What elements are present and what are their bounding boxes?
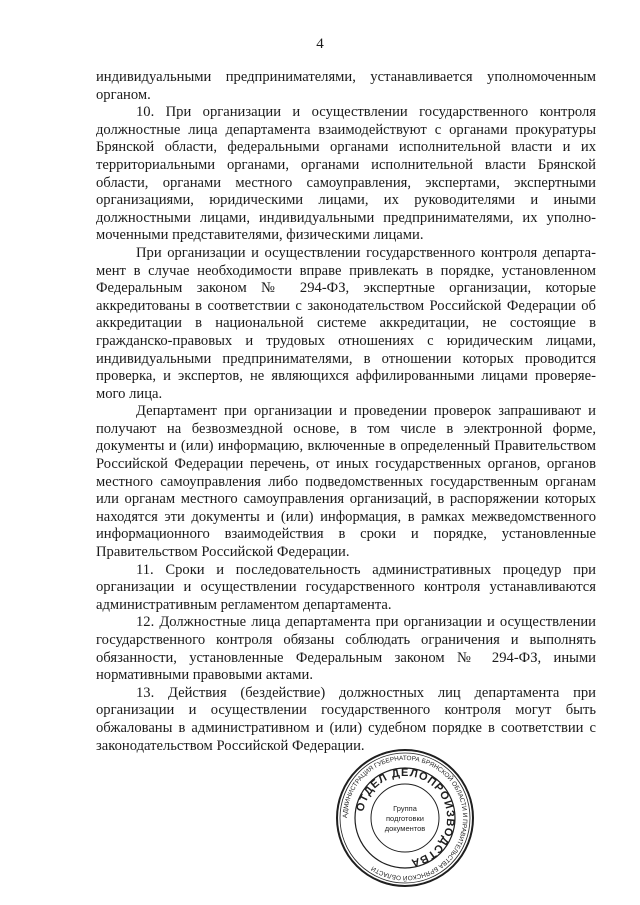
paragraph-12: 12. Должностные лица департамента при организации и осуществлении государственного контроля обязаны соблюдать ограничения и выполнять обязанности, установленные Федеральным законом № 294-ФЗ, иными нормативными правовыми актами.	[96, 614, 596, 684]
stamp-center-line-2: подготовки	[386, 814, 424, 823]
paragraph-10-experts: При организации и осуществлении государственного контроля департамент в случае необходимости вправе привлекать в порядке, установленном Федеральным законом № 294-ФЗ, экспертные организации, которые аккредитованы в соответствии с законодательством Российской Федерации об аккредитации в национальной системе аккредитации, не состоящие в гражданско-правовых и трудовых отношениях с юридическим лицами, индивидуальными предпринимателями, в отношении которых проводится проверка, и экспертов, не являющихся аффилированными лицами проверяемого лица.	[96, 244, 596, 402]
stamp-seal-icon	[334, 747, 476, 889]
paragraph-13: 13. Действия (бездействие) должностных лиц департамента при организации и осуществлении государственного контроля могут быть обжалованы в административном и (или) судебном порядке в соответствии с законодательством Российской Федерации.	[96, 684, 596, 754]
paragraph-continuation: индивидуальными предпринимателями, устанавливается уполномоченным органом.	[96, 69, 596, 103]
stamp-outer-text: АДМИНИСТРАЦИЯ ГУБЕРНАТОРА БРЯНСКОЙ ОБЛАСТИ И ПРАВИТЕЛЬСТВА БРЯНСКОЙ ОБЛАСТИ	[341, 754, 469, 882]
stamp-center-line-3: документов	[384, 824, 426, 833]
department-stamp	[334, 747, 476, 889]
stamp-inner-text: ОТДЕЛ ДЕЛОПРОИЗВОДСТВА	[354, 766, 457, 869]
stamp-center-line-1: Группа	[393, 804, 417, 813]
paragraph-11: 11. Сроки и последовательность административных процедур при организации и осуществлении государственного контроля устанавливаются административным регламентом департамента.	[96, 561, 596, 613]
page-number: 4	[316, 36, 324, 52]
paragraph-10: 10. При организации и осуществлении государственного контроля должностные лица департамента взаимодействуют с органами прокуратуры Брянской области, федеральными органами исполнительной власти и их территориальными органами, органами исполнительной власти Брянской области, органами местного самоуправления, экспертами, экспертными организациями, юридическими лицами, их руководителями и иными должностными лицами, индивидуальными предпринимателями, их уполномоченными представителями, физическими лицами.	[96, 104, 596, 244]
document-body	[96, 69, 596, 755]
paragraph-10-requests: Департамент при организации и проведении проверок запрашивают и получают на безвозмездной основе, в том числе в электронной форме, документы и (или) информацию, включенные в определенный Правительством Российской Федерации перечень, от иных государственных органов, органов местного самоуправления либо подведомственных государственным органам или органам местного самоуправления организаций, в распоряжении которых находятся эти документы и (или) информация, в рамках межведомственного информационного взаимодействия в сроки и порядке, установленные Правительством Российской Федерации.	[96, 403, 596, 561]
